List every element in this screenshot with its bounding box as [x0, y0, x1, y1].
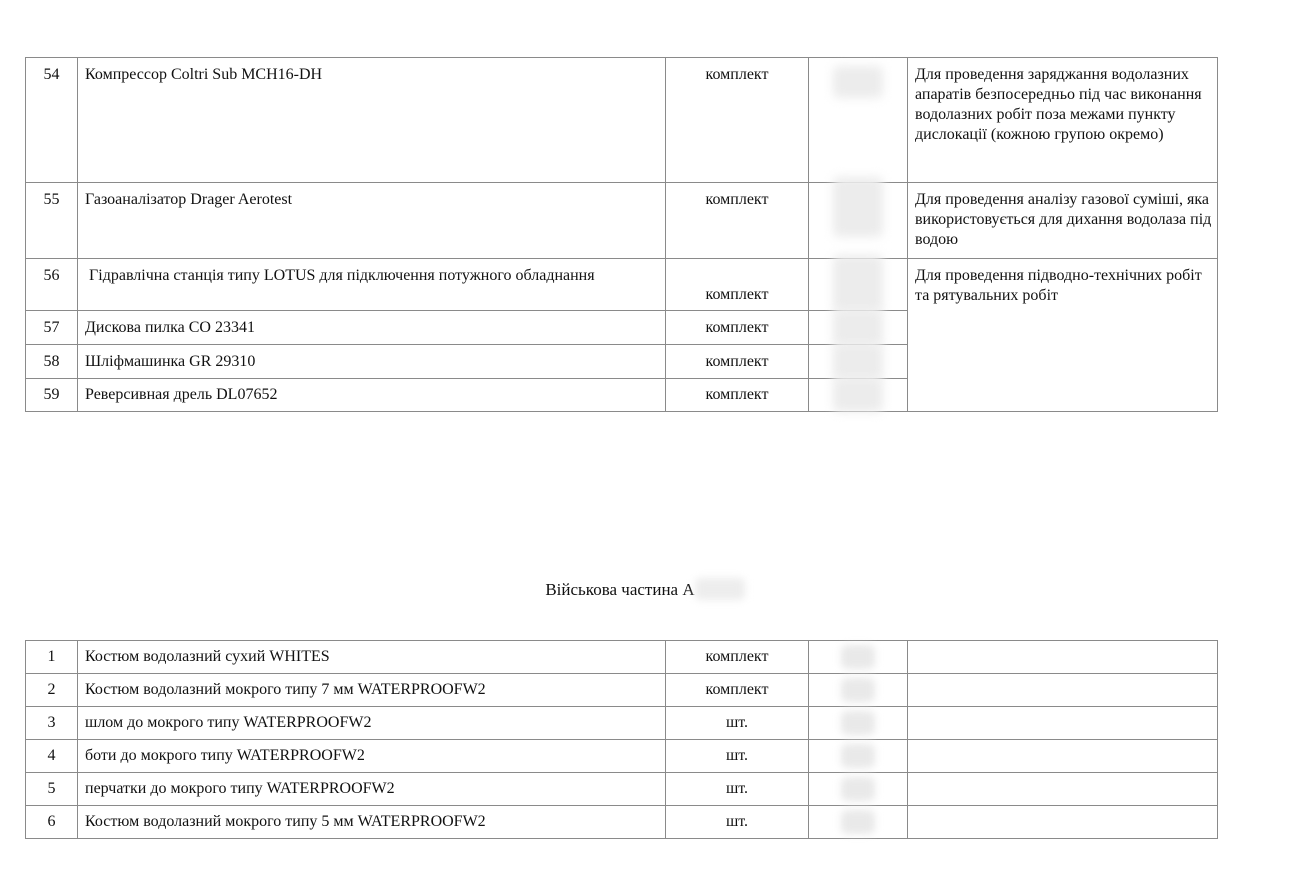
- item-unit: шт.: [666, 740, 809, 773]
- table-row: [26, 641, 1218, 674]
- table-row: [26, 259, 1218, 311]
- row-number: 58: [26, 345, 78, 379]
- table-row: [26, 674, 1218, 707]
- unit-number-redacted: [695, 578, 745, 600]
- row-number: 3: [26, 707, 78, 740]
- row-number: 59: [26, 379, 78, 412]
- item-purpose: Для проведення заряджання водолазних апаратів безпосередньо під час виконання водолазних робіт поза межами пункту дислокації (кожною групою окремо): [908, 58, 1218, 183]
- item-unit: комплект: [666, 183, 809, 259]
- item-name: боти до мокрого типу WATERPROOFW2: [78, 740, 666, 773]
- item-unit: шт.: [666, 707, 809, 740]
- item-name: перчатки до мокрого типу WATERPROOFW2: [78, 773, 666, 806]
- item-name: Дискова пилка CO 23341: [78, 311, 666, 345]
- item-name: Реверсивная дрель DL07652: [78, 379, 666, 412]
- quantity-redacted: [809, 806, 908, 839]
- item-purpose: Для проведення аналізу газової суміші, яка використовується для дихання водолаза під водою: [908, 183, 1218, 259]
- item-unit: комплект: [666, 345, 809, 379]
- quantity-redacted: [809, 311, 908, 345]
- row-number: 2: [26, 674, 78, 707]
- item-purpose-empty: [908, 674, 1218, 707]
- military-unit-label: Військова частина А: [545, 580, 695, 599]
- quantity-redacted: [809, 183, 908, 259]
- item-unit: шт.: [666, 806, 809, 839]
- item-name: Шліфмашинка GR 29310: [78, 345, 666, 379]
- row-number: 6: [26, 806, 78, 839]
- row-number: 57: [26, 311, 78, 345]
- quantity-redacted: [809, 773, 908, 806]
- item-purpose-empty: [908, 740, 1218, 773]
- item-name: Костюм водолазний мокрого типу 7 мм WATERPROOFW2: [78, 674, 666, 707]
- item-name: Компрессор Coltri Sub MCH16-DH: [78, 58, 666, 183]
- row-number: 54: [26, 58, 78, 183]
- quantity-redacted: [809, 740, 908, 773]
- row-number: 56: [26, 259, 78, 311]
- quantity-redacted: [809, 345, 908, 379]
- equipment-table-2: [25, 640, 1218, 839]
- item-purpose-empty: [908, 707, 1218, 740]
- table-row: [26, 707, 1218, 740]
- table-row: [26, 183, 1218, 259]
- table-row: [26, 740, 1218, 773]
- item-purpose-empty: [908, 806, 1218, 839]
- table-row: [26, 806, 1218, 839]
- table-row: [26, 773, 1218, 806]
- row-number: 5: [26, 773, 78, 806]
- item-unit: комплект: [666, 58, 809, 183]
- quantity-redacted: [809, 259, 908, 311]
- equipment-table-1: [25, 57, 1218, 412]
- quantity-redacted: [809, 58, 908, 183]
- item-purpose: Для проведення підводно-технічних робіт та рятувальних робіт: [908, 259, 1218, 412]
- item-name: Газоаналізатор Drager Aerotest: [78, 183, 666, 259]
- item-name: Костюм водолазний мокрого типу 5 мм WATERPROOFW2: [78, 806, 666, 839]
- row-number: 1: [26, 641, 78, 674]
- quantity-redacted: [809, 641, 908, 674]
- quantity-redacted: [809, 674, 908, 707]
- item-unit: комплект: [666, 674, 809, 707]
- military-unit-heading: [0, 578, 1290, 600]
- row-number: 55: [26, 183, 78, 259]
- quantity-redacted: [809, 379, 908, 412]
- quantity-redacted: [809, 707, 908, 740]
- row-number: 4: [26, 740, 78, 773]
- item-unit: комплект: [666, 641, 809, 674]
- item-purpose-empty: [908, 773, 1218, 806]
- table-row: [26, 58, 1218, 183]
- item-unit: комплект: [666, 379, 809, 412]
- item-purpose-empty: [908, 641, 1218, 674]
- item-unit: шт.: [666, 773, 809, 806]
- item-unit: комплект: [666, 311, 809, 345]
- item-name: Костюм водолазний сухий WHITES: [78, 641, 666, 674]
- item-name: шлом до мокрого типу WATERPROOFW2: [78, 707, 666, 740]
- item-unit: комплект: [666, 259, 809, 311]
- item-name: Гідравлічна станція типу LOTUS для підключення потужного обладнання: [78, 259, 666, 311]
